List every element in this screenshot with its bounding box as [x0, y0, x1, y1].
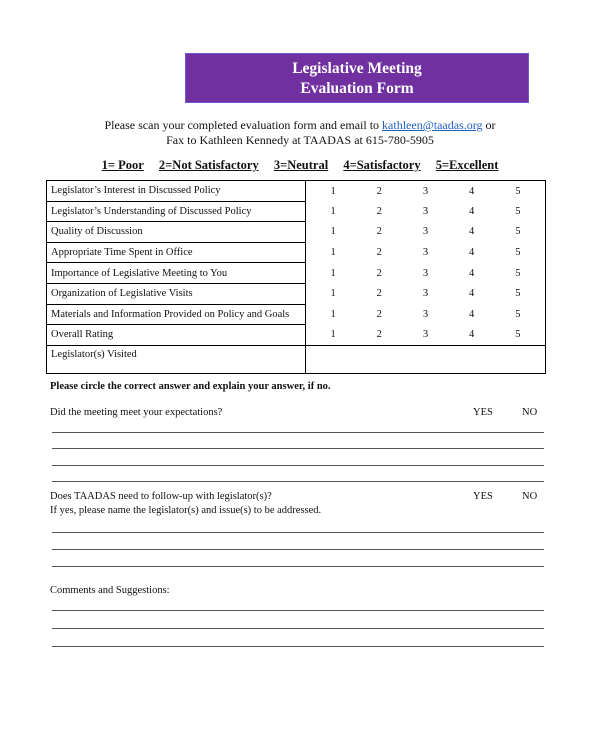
- rating-option[interactable]: 4: [469, 288, 475, 300]
- rating-option[interactable]: 5: [515, 185, 521, 197]
- rating-option[interactable]: 2: [376, 226, 382, 238]
- intro-text: Please scan your completed evaluation form and email to: [104, 118, 383, 132]
- rating-option[interactable]: 3: [422, 247, 429, 259]
- rating-option[interactable]: 1: [330, 226, 336, 238]
- rating-options: [306, 222, 546, 243]
- rating-options: [306, 201, 546, 222]
- rating-option[interactable]: 4: [469, 308, 475, 320]
- table-row: [47, 283, 546, 304]
- rating-options: [306, 283, 546, 304]
- criterion-label: Overall Rating: [47, 325, 306, 346]
- rating-option[interactable]: 2: [376, 205, 382, 217]
- rating-option[interactable]: 5: [515, 267, 521, 279]
- rating-option[interactable]: 1: [330, 267, 336, 279]
- rating-options: [306, 242, 546, 263]
- rating-option[interactable]: 4: [469, 226, 475, 238]
- rating-option[interactable]: 5: [515, 205, 521, 217]
- criterion-label: Importance of Legislative Meeting to You: [47, 263, 306, 284]
- yes-option[interactable]: YES: [473, 491, 493, 502]
- form-title-banner: [185, 53, 529, 103]
- comments-label: Comments and Suggestions:: [50, 585, 170, 596]
- rating-option[interactable]: 3: [422, 267, 429, 279]
- rating-option[interactable]: 5: [515, 288, 521, 300]
- rating-option[interactable]: 3: [422, 226, 429, 238]
- intro-line-2: Fax to Kathleen Kennedy at TAADAS at 615-780-5905: [166, 133, 434, 147]
- intro-text-after: or: [482, 118, 496, 132]
- answer-line[interactable]: [52, 549, 544, 550]
- rating-option[interactable]: 4: [469, 185, 475, 197]
- rating-option[interactable]: 2: [376, 329, 382, 341]
- rating-options: [306, 263, 546, 284]
- answer-line[interactable]: [52, 566, 544, 567]
- scale-item: 1= Poor: [101, 158, 144, 172]
- answer-line[interactable]: [52, 532, 544, 533]
- answer-line[interactable]: [52, 646, 544, 647]
- scale-item: 3=Neutral: [273, 158, 329, 172]
- table-row: [47, 201, 546, 222]
- yes-option[interactable]: YES: [473, 407, 493, 418]
- rating-option[interactable]: 2: [376, 185, 382, 197]
- rating-option[interactable]: 1: [330, 329, 336, 341]
- rating-option[interactable]: 4: [469, 267, 475, 279]
- question-follow-up-sub: If yes, please name the legislator(s) and issue(s) to be addressed.: [50, 505, 322, 516]
- answer-line[interactable]: [52, 448, 544, 449]
- rating-option[interactable]: 3: [422, 288, 429, 300]
- rating-option[interactable]: 4: [469, 247, 475, 259]
- criterion-label: Organization of Legislative Visits: [47, 283, 306, 304]
- rating-option[interactable]: 3: [422, 308, 429, 320]
- title-line-1: Legislative Meeting: [292, 60, 422, 77]
- rating-scale-legend: [0, 158, 600, 173]
- scale-item: 2=Not Satisfactory: [158, 158, 259, 172]
- answer-line[interactable]: [52, 628, 544, 629]
- table-row: [47, 345, 546, 373]
- no-option[interactable]: NO: [522, 407, 538, 418]
- rating-option[interactable]: 3: [422, 205, 429, 217]
- intro-line-1: [0, 118, 600, 133]
- rating-option[interactable]: 3: [422, 185, 429, 197]
- no-option[interactable]: NO: [522, 491, 538, 502]
- answer-line[interactable]: [52, 481, 544, 482]
- rating-option[interactable]: 1: [330, 205, 336, 217]
- scale-item: 4=Satisfactory: [343, 158, 421, 172]
- rating-option[interactable]: 1: [330, 247, 336, 259]
- legislators-visited-input[interactable]: [306, 345, 546, 373]
- rating-option[interactable]: 2: [376, 288, 382, 300]
- legislators-visited-label: Legislator(s) Visited: [47, 345, 306, 373]
- rating-options: [306, 304, 546, 325]
- title-line-2: Evaluation Form: [300, 80, 414, 97]
- rating-options: [306, 181, 546, 202]
- table-row: [47, 263, 546, 284]
- rating-option[interactable]: 3: [422, 329, 429, 341]
- rating-option[interactable]: 4: [469, 329, 475, 341]
- table-row: [47, 242, 546, 263]
- rating-option[interactable]: 5: [515, 308, 521, 320]
- rating-option[interactable]: 5: [515, 247, 521, 259]
- table-row: [47, 304, 546, 325]
- rating-option[interactable]: 1: [330, 288, 336, 300]
- rating-options: [306, 325, 546, 346]
- answer-line[interactable]: [52, 465, 544, 466]
- scale-item: 5=Excellent: [435, 158, 499, 172]
- criterion-label: Legislator’s Interest in Discussed Policy: [47, 181, 306, 202]
- answer-line[interactable]: [52, 610, 544, 611]
- criterion-label: Materials and Information Provided on Policy and Goals: [47, 304, 306, 325]
- rating-option[interactable]: 1: [330, 185, 336, 197]
- rating-option[interactable]: 1: [330, 308, 336, 320]
- criterion-label: Appropriate Time Spent in Office: [47, 242, 306, 263]
- question-expectations: Did the meeting meet your expectations?: [50, 407, 223, 418]
- email-link[interactable]: kathleen@taadas.org: [382, 118, 483, 132]
- rating-option[interactable]: 4: [469, 205, 475, 217]
- question-follow-up: Does TAADAS need to follow-up with legislator(s)?: [50, 491, 272, 502]
- criterion-label: Legislator’s Understanding of Discussed Policy: [47, 201, 306, 222]
- rating-option[interactable]: 2: [376, 247, 382, 259]
- table-row: [47, 181, 546, 202]
- criterion-label: Quality of Discussion: [47, 222, 306, 243]
- rating-option[interactable]: 2: [376, 308, 382, 320]
- instructions: Please circle the correct answer and explain your answer, if no.: [50, 381, 331, 392]
- rating-option[interactable]: 2: [376, 267, 382, 279]
- table-row: [47, 325, 546, 346]
- rating-table: [46, 180, 546, 374]
- table-row: [47, 222, 546, 243]
- answer-line[interactable]: [52, 432, 544, 433]
- rating-option[interactable]: 5: [515, 226, 521, 238]
- rating-option[interactable]: 5: [515, 329, 521, 341]
